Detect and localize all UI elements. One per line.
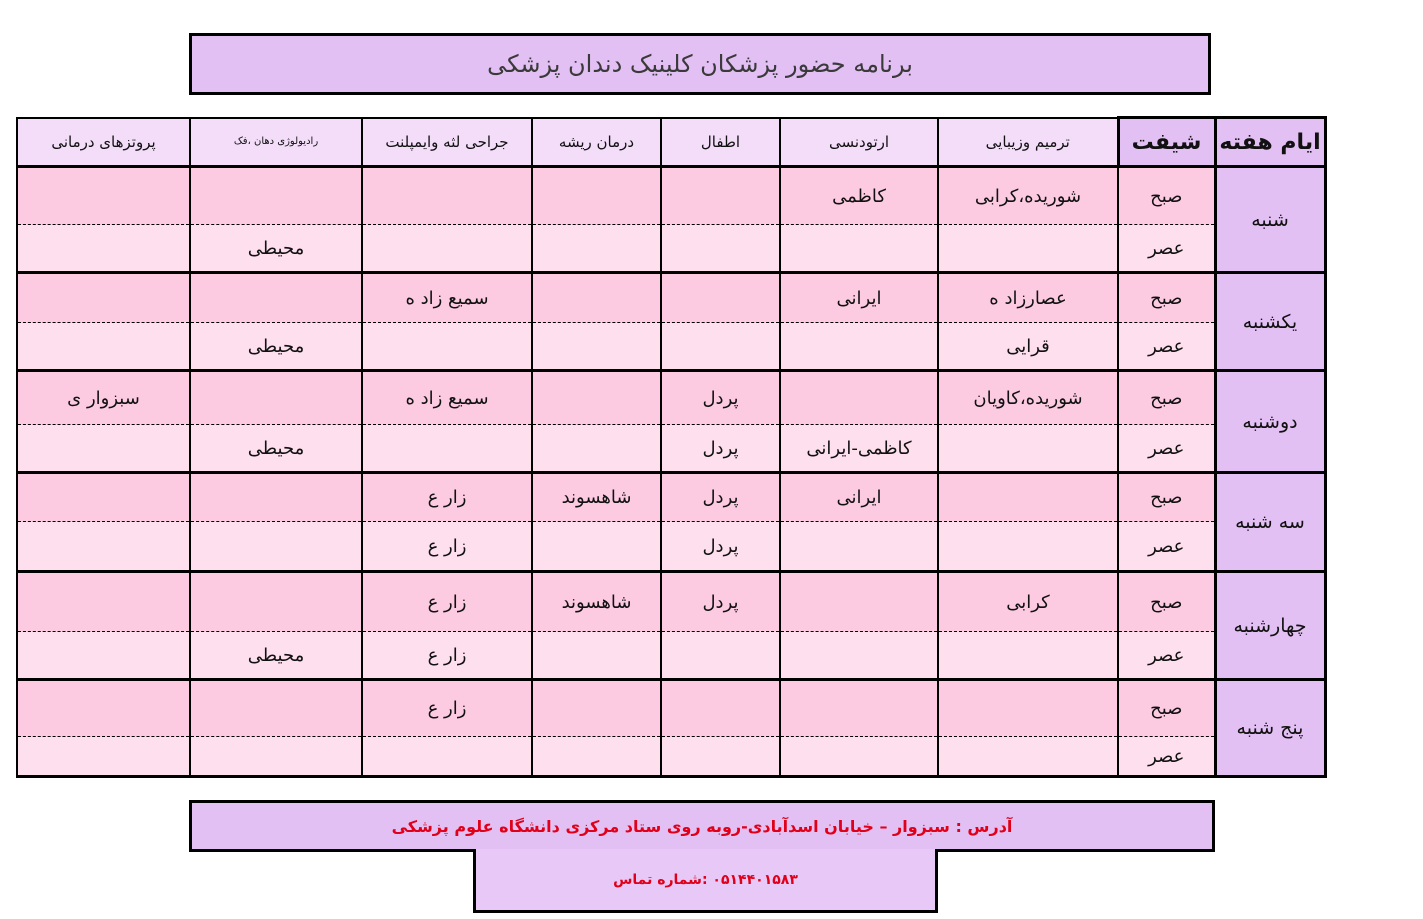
page-title: برنامه حضور پزشکان کلینیک دندان پزشکی — [189, 33, 1211, 95]
header-prosthetics: پروتزهای درمانی — [17, 118, 190, 167]
weekday-label: شنبه — [1215, 167, 1325, 273]
cell-prosthetics — [17, 737, 190, 777]
table-row — [17, 273, 1325, 323]
cell-endo — [532, 167, 661, 225]
cell-pediatric — [661, 737, 780, 777]
shift-label: عصر — [1118, 425, 1215, 473]
cell-restorative — [938, 473, 1118, 522]
table-row — [17, 167, 1325, 225]
shift-label: صبح — [1118, 473, 1215, 522]
cell-prosthetics — [17, 425, 190, 473]
cell-pediatric — [661, 632, 780, 680]
cell-surgery: زار ع — [362, 522, 532, 572]
cell-surgery: زار ع — [362, 473, 532, 522]
cell-ortho: ایرانی — [780, 473, 938, 522]
cell-restorative — [938, 632, 1118, 680]
header-endo: درمان ریشه — [532, 118, 661, 167]
shift-label: عصر — [1118, 225, 1215, 273]
cell-prosthetics — [17, 522, 190, 572]
shift-label: صبح — [1118, 273, 1215, 323]
cell-pediatric: پردل — [661, 371, 780, 425]
cell-pediatric: پردل — [661, 522, 780, 572]
phone-box — [473, 849, 938, 913]
cell-endo — [532, 632, 661, 680]
cell-ortho — [780, 225, 938, 273]
cell-restorative — [938, 522, 1118, 572]
cell-endo — [532, 737, 661, 777]
weekday-label: دوشنبه — [1215, 371, 1325, 473]
cell-pediatric — [661, 273, 780, 323]
table-row — [17, 737, 1325, 777]
header-radiology: رادیولوژی دهان ،فک — [190, 118, 362, 167]
table-row — [17, 225, 1325, 273]
cell-surgery — [362, 323, 532, 371]
cell-ortho — [780, 632, 938, 680]
cell-prosthetics — [17, 323, 190, 371]
header-row — [17, 118, 1325, 167]
cell-surgery — [362, 425, 532, 473]
table-row — [17, 632, 1325, 680]
cell-pediatric: پردل — [661, 473, 780, 522]
cell-radiology — [190, 167, 362, 225]
shift-label: صبح — [1118, 680, 1215, 737]
table-row — [17, 371, 1325, 425]
cell-restorative: قرایی — [938, 323, 1118, 371]
cell-endo — [532, 323, 661, 371]
cell-radiology — [190, 273, 362, 323]
cell-restorative: عصارزاد ه — [938, 273, 1118, 323]
shift-label: صبح — [1118, 572, 1215, 632]
cell-ortho — [780, 371, 938, 425]
cell-prosthetics — [17, 680, 190, 737]
cell-radiology — [190, 522, 362, 572]
shift-label: عصر — [1118, 632, 1215, 680]
cell-restorative: شوریده،کرابی — [938, 167, 1118, 225]
cell-pediatric — [661, 680, 780, 737]
cell-radiology — [190, 680, 362, 737]
weekday-label: یکشنبه — [1215, 273, 1325, 371]
cell-radiology — [190, 737, 362, 777]
cell-prosthetics — [17, 473, 190, 522]
cell-radiology: محیطی — [190, 632, 362, 680]
cell-pediatric: پردل — [661, 425, 780, 473]
cell-ortho: کاظمی-ایرانی — [780, 425, 938, 473]
weekday-label: پنج شنبه — [1215, 680, 1325, 777]
cell-restorative: کرابی — [938, 572, 1118, 632]
address-box — [189, 800, 1215, 852]
shift-label: صبح — [1118, 371, 1215, 425]
cell-pediatric: پردل — [661, 572, 780, 632]
cell-surgery: زار ع — [362, 572, 532, 632]
cell-pediatric — [661, 225, 780, 273]
cell-ortho — [780, 737, 938, 777]
header-shift: شیفت — [1118, 118, 1215, 167]
cell-surgery: سمیع زاد ه — [362, 371, 532, 425]
cell-surgery: زار ع — [362, 632, 532, 680]
cell-restorative — [938, 425, 1118, 473]
cell-endo — [532, 371, 661, 425]
table-row — [17, 572, 1325, 632]
header-weekday: ایام هفته — [1215, 118, 1325, 167]
cell-endo — [532, 425, 661, 473]
cell-endo — [532, 273, 661, 323]
cell-radiology — [190, 371, 362, 425]
cell-radiology — [190, 473, 362, 522]
header-pediatric: اطفال — [661, 118, 780, 167]
table-row — [17, 323, 1325, 371]
weekday-label: چهارشنبه — [1215, 572, 1325, 680]
cell-prosthetics — [17, 572, 190, 632]
cell-ortho: کاظمی — [780, 167, 938, 225]
table-row — [17, 425, 1325, 473]
cell-endo — [532, 522, 661, 572]
cell-ortho — [780, 522, 938, 572]
cell-prosthetics — [17, 167, 190, 225]
cell-endo: شاهسوند — [532, 572, 661, 632]
table-row — [17, 473, 1325, 522]
cell-surgery: زار ع — [362, 680, 532, 737]
cell-surgery: سمیع زاد ه — [362, 273, 532, 323]
shift-label: عصر — [1118, 522, 1215, 572]
cell-radiology — [190, 572, 362, 632]
cell-ortho: ایرانی — [780, 273, 938, 323]
schedule-table — [16, 116, 1327, 778]
table-row — [17, 522, 1325, 572]
cell-restorative — [938, 737, 1118, 777]
phone-label: شماره تماس: — [613, 871, 708, 888]
cell-endo — [532, 225, 661, 273]
cell-ortho — [780, 323, 938, 371]
shift-label: عصر — [1118, 737, 1215, 777]
shift-label: صبح — [1118, 167, 1215, 225]
header-ortho: ارتودنسی — [780, 118, 938, 167]
cell-prosthetics — [17, 273, 190, 323]
cell-restorative — [938, 225, 1118, 273]
cell-restorative — [938, 680, 1118, 737]
cell-pediatric — [661, 323, 780, 371]
cell-radiology: محیطی — [190, 323, 362, 371]
cell-restorative: شوریده،کاویان — [938, 371, 1118, 425]
cell-surgery — [362, 737, 532, 777]
cell-radiology: محیطی — [190, 225, 362, 273]
cell-ortho — [780, 680, 938, 737]
address-text: آدرس : سبزوار – خیابان اسدآبادی-روبه روی ستاد مرکزی دانشگاه علوم پزشکی — [391, 816, 1013, 836]
shift-label: عصر — [1118, 323, 1215, 371]
cell-prosthetics — [17, 632, 190, 680]
cell-surgery — [362, 225, 532, 273]
table-row — [17, 680, 1325, 737]
cell-radiology: محیطی — [190, 425, 362, 473]
cell-prosthetics: سبزوار ی — [17, 371, 190, 425]
cell-surgery — [362, 167, 532, 225]
header-surgery: جراحی لثه وایمپلنت — [362, 118, 532, 167]
cell-prosthetics — [17, 225, 190, 273]
cell-endo — [532, 680, 661, 737]
weekday-label: سه شنبه — [1215, 473, 1325, 572]
cell-endo: شاهسوند — [532, 473, 661, 522]
header-restorative: ترمیم وزیبایی — [938, 118, 1118, 167]
phone-number: ۰۵۱۴۴۰۱۵۸۳ — [712, 871, 798, 888]
cell-pediatric — [661, 167, 780, 225]
cell-ortho — [780, 572, 938, 632]
